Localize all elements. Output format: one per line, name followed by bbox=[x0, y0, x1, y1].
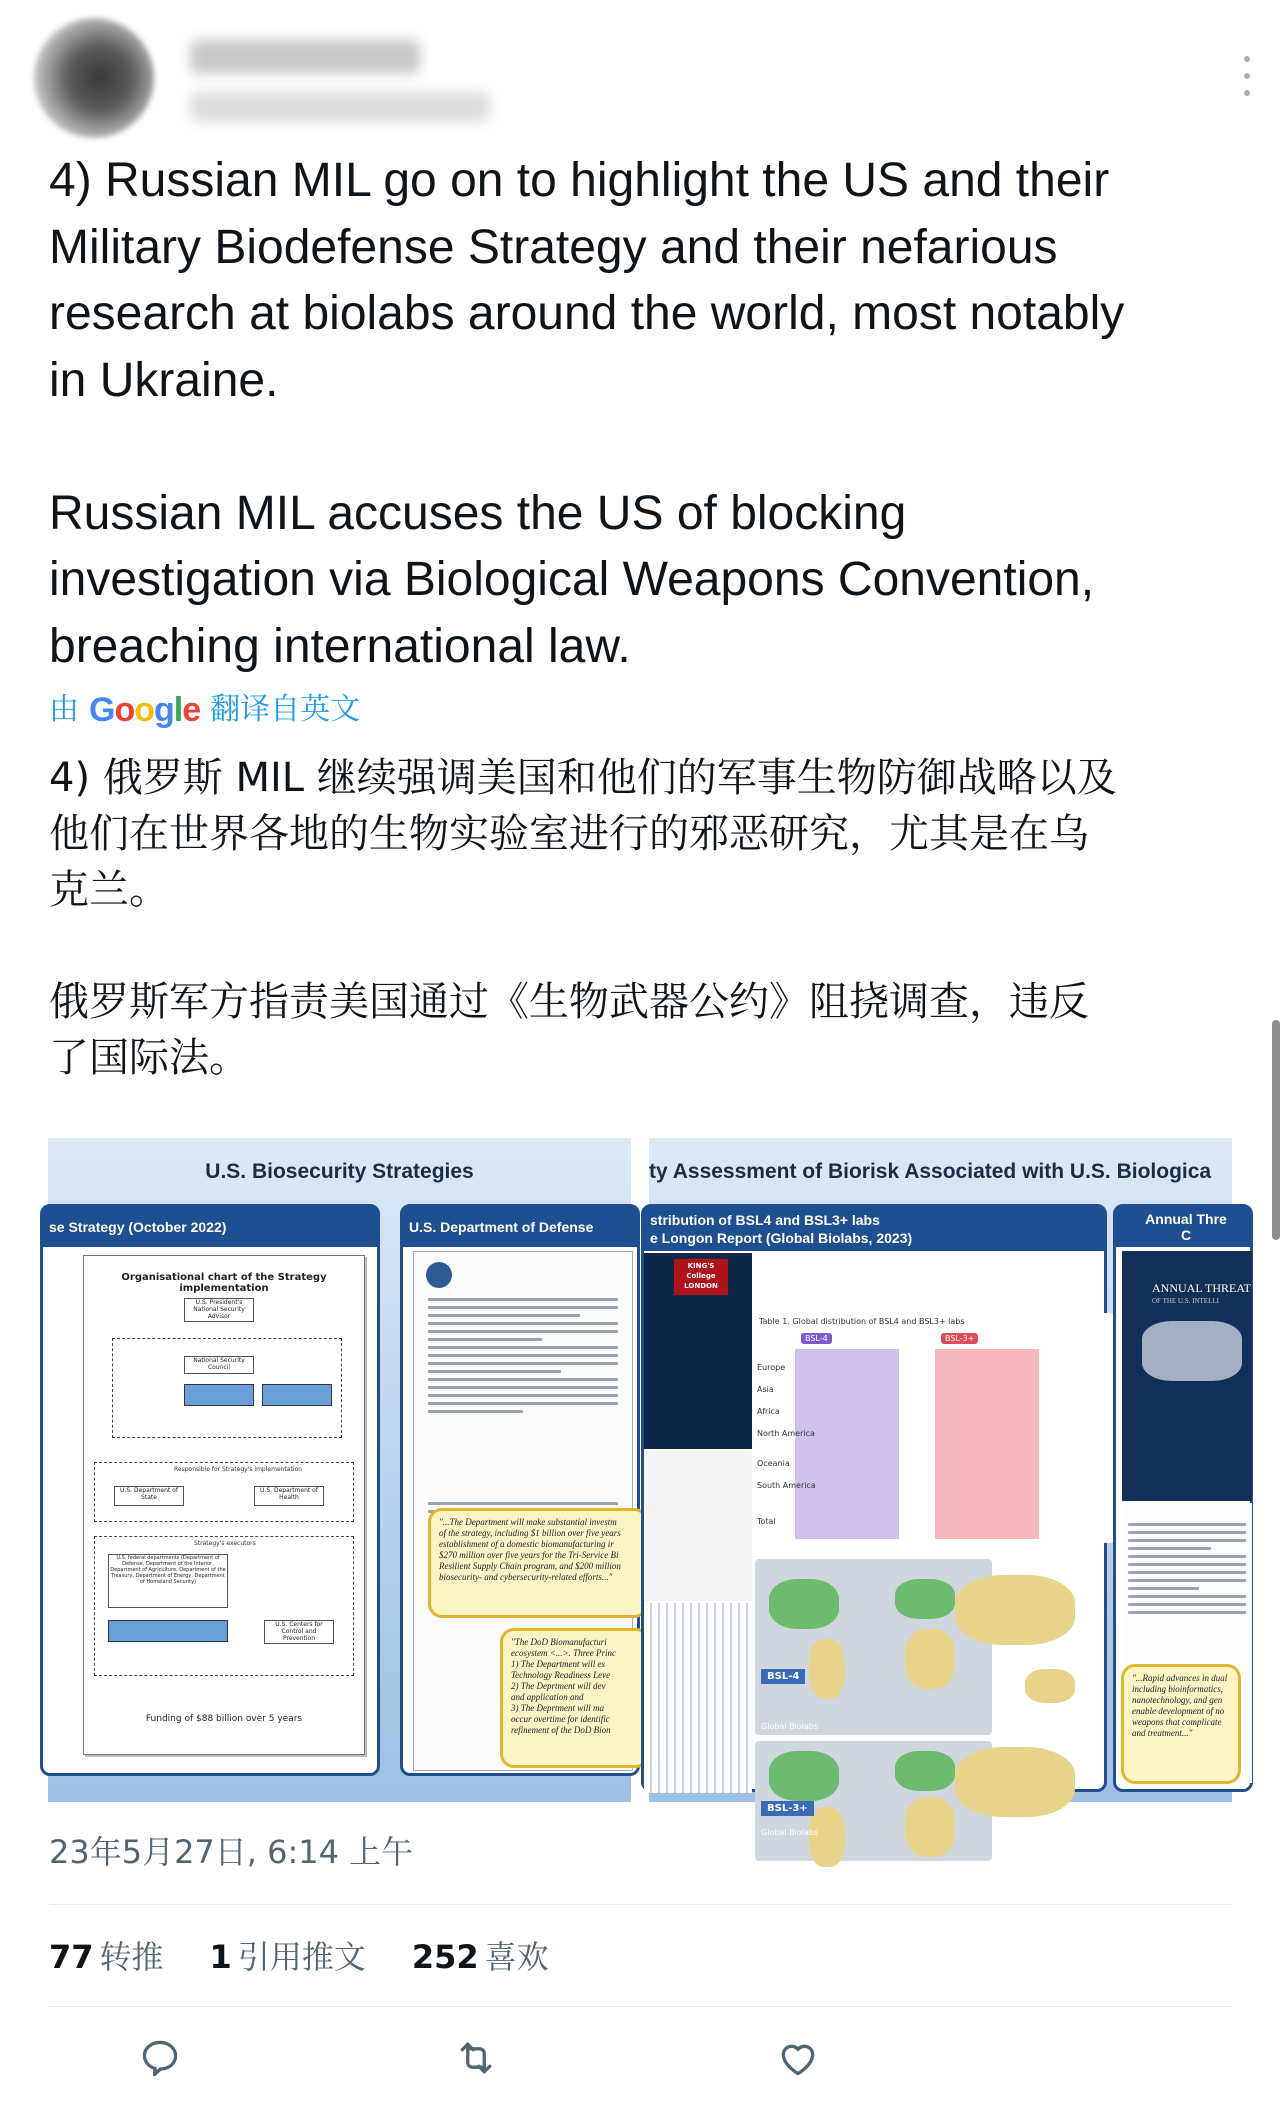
table-column-bsl4 bbox=[795, 1349, 899, 1539]
panel-heading: se Strategy (October 2022) bbox=[43, 1207, 377, 1247]
org-chart-footer: Funding of $88 billion over 5 years bbox=[145, 1714, 303, 1724]
tweet-header bbox=[0, 0, 1280, 150]
org-box-working-groups bbox=[108, 1620, 228, 1642]
tweet-media[interactable] bbox=[48, 1138, 1251, 1837]
avatar[interactable] bbox=[34, 18, 154, 138]
panel-heading: U.S. Department of Defense bbox=[403, 1207, 637, 1247]
tweet-timestamp[interactable]: 23年5月27日, 6:14 上午 bbox=[49, 1833, 414, 1871]
google-logo: Google bbox=[89, 691, 201, 729]
inset-chart bbox=[644, 1603, 752, 1793]
dod-seal-icon bbox=[426, 1262, 452, 1288]
author-handle-blurred[interactable] bbox=[190, 92, 490, 122]
biolabs-table: Table 1. Global distribution of BSL4 and BSL3+ labs BSL-4 BSL-3+ Europe Asia Africa North America Oceania South America Total bbox=[755, 1313, 1113, 1543]
kings-college-image bbox=[644, 1253, 752, 1449]
media-image-biorisk-assessment[interactable] bbox=[649, 1138, 1251, 1837]
media-image-biosecurity-strategies[interactable] bbox=[48, 1138, 631, 1802]
action-bar bbox=[0, 2030, 1280, 2090]
org-chart-panel: se Strategy (October 2022) Organisational chart of the Strategy implementation U.S. President's National Security Advisor National Security Council Responsible for Strategy's implementation U.S. Department of State U.S. Department of Health Strategy's executors U.S. federal departments (Department of Defense, Department of the Interior, Department of Agriculture, Department of the Treasury, Department of Energy, Department of Homeland Security) U.S. Centers for Control and Prevention Funding of $88 billion over 5 years bbox=[40, 1204, 380, 1776]
likes-stat[interactable]: 252 喜欢 bbox=[411, 1938, 549, 1976]
inset-graph bbox=[644, 1451, 752, 1601]
org-box-nsc: National Security Council bbox=[184, 1356, 254, 1374]
org-chart-title: Organisational chart of the Strategy implementation bbox=[121, 1272, 327, 1294]
slide-title: U.S. Biosecurity Strategies bbox=[205, 1160, 474, 1183]
bsl3-world-map: BSL-3+ Global Biolabs bbox=[755, 1741, 992, 1861]
tweet-text-translated: 4) 俄罗斯 MIL 继续强调美国和他们的军事生物防御战略以及 他们在世界各地的生物实验室进行的邪恶研究，尤其是在乌 克兰。 俄罗斯军方指责美国通过《生物武器公约》阻挠调查，违反 了国际法。 bbox=[49, 755, 1117, 1081]
tweet-stats bbox=[49, 1930, 549, 1980]
org-box-cdc: U.S. Centers for Control and Prevention bbox=[264, 1620, 334, 1644]
quotes-stat[interactable]: 1 引用推文 bbox=[209, 1938, 366, 1976]
translated-from-label[interactable] bbox=[49, 690, 360, 730]
more-options-icon[interactable] bbox=[1240, 56, 1254, 96]
org-box-president: U.S. President's National Security Advisor bbox=[184, 1298, 254, 1322]
panel-heading: stribution of BSL4 and BSL3+ labs e Longon Report (Global Biolabs, 2023) bbox=[644, 1207, 1104, 1251]
annual-threat-cover: ANNUAL THREAT OF THE U.S. INTELLI bbox=[1122, 1251, 1252, 1501]
scrollbar[interactable] bbox=[1272, 1020, 1280, 1240]
heart-icon[interactable] bbox=[776, 2036, 820, 2080]
org-box-state: U.S. Department of State bbox=[114, 1486, 184, 1506]
quote-box: "...Rapid advances in dual including bioinformatics, nanotechnology, and gen enable development of no weapons that complicate and treatment..." bbox=[1121, 1664, 1241, 1784]
slide-title: ty Assessment of Biorisk Associated with U.S. Biologica bbox=[649, 1160, 1212, 1183]
translate-prefix: 由 bbox=[49, 692, 79, 727]
retweet-icon[interactable] bbox=[454, 2036, 498, 2080]
table-column-bsl3 bbox=[935, 1349, 1039, 1539]
panel-heading: Annual Thre C bbox=[1116, 1207, 1250, 1247]
org-box-biosafety-committee bbox=[184, 1384, 254, 1406]
translate-suffix: 翻译自英文 bbox=[210, 692, 361, 727]
divider bbox=[49, 2006, 1232, 2007]
org-box-federal-departments: U.S. federal departments (Department of Defense, Department of the Interior, Department of Agriculture, Department of the Treasury, Department of Energy, Department of Homeland Security) bbox=[108, 1554, 228, 1608]
divider bbox=[49, 1904, 1232, 1905]
bsl4-world-map: BSL-4 Global Biolabs bbox=[755, 1559, 992, 1735]
org-box-biosurveillance-center bbox=[262, 1384, 332, 1406]
author-name-blurred[interactable] bbox=[190, 40, 420, 74]
biolabs-panel bbox=[641, 1204, 1107, 1837]
org-box-health: U.S. Department of Health bbox=[254, 1486, 324, 1506]
quote-box: "...The Department will make substantial investm of the strategy, including $1 billion over five years establishment of a domestic biomanufacturing ir $270 million over five years for the Tri-Service Bi Resilient Supply Chain program, and $200 million biosecurity- and cybersecurity-related efforts..." bbox=[428, 1508, 648, 1618]
kings-college-logo: KING'S College LONDON bbox=[674, 1259, 728, 1295]
retweets-stat[interactable]: 77 转推 bbox=[49, 1938, 164, 1976]
quote-box: "The DoD Biomanufacturi ecosystem <...>. Three Princ 1) The Department will es Technology Readiness Leve 2) The Deprtment will dev and application and 3) The Deprtment will ma occur overtime for identific refinement of the DoD Bion bbox=[500, 1628, 650, 1768]
tweet-text-english: 4) Russian MIL go on to highlight the US and their Military Biodefense Strategy and their nefarious research at biolabs around the world, most notably in Ukraine. Russian MIL accuses the US of blocking investigation via Biological Weapons Convention, breaching international law. bbox=[49, 154, 1125, 673]
reply-icon[interactable] bbox=[138, 2036, 182, 2080]
